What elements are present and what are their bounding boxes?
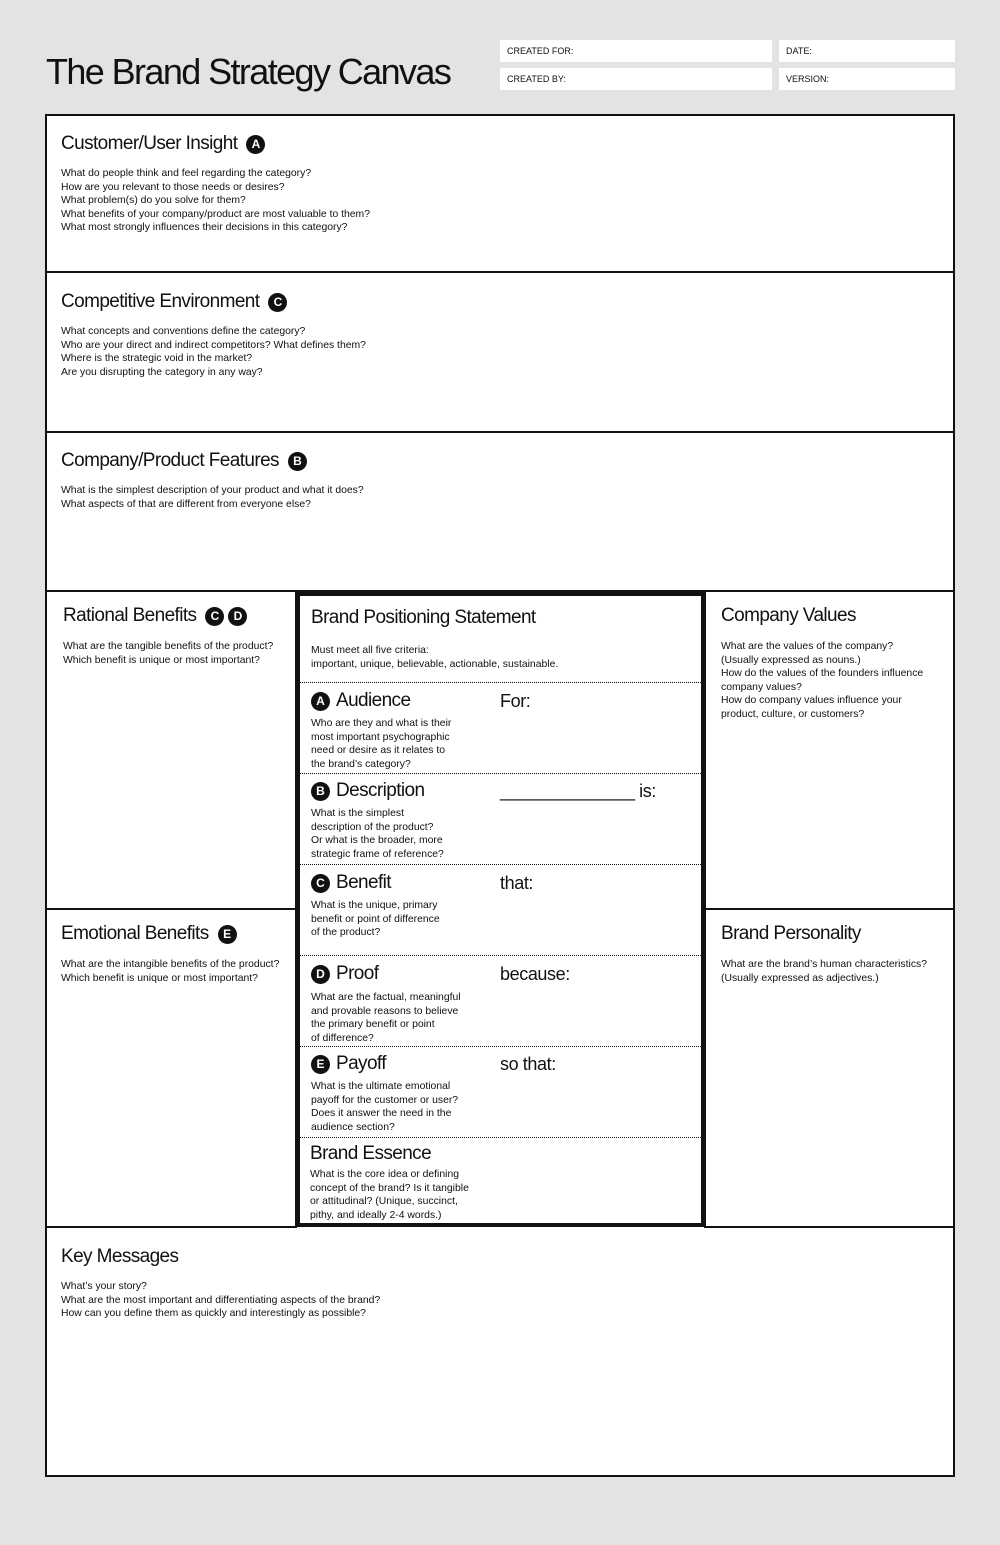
desc-line: the brand’s category? <box>311 758 411 770</box>
desc-line: strategic frame of reference? <box>311 848 444 860</box>
features-questions <box>61 484 364 511</box>
values-title: Company Values <box>721 605 856 626</box>
description-lead: ______________ is: <box>500 781 656 801</box>
proof-desc <box>311 991 461 1045</box>
created-by-label: CREATED BY: <box>507 74 566 84</box>
personality-questions <box>721 958 927 985</box>
question: company values? <box>721 681 802 693</box>
desc-line: What is the ultimate emotional <box>311 1081 451 1092</box>
desc-line: audience section? <box>311 1121 395 1133</box>
proof-title: Proof <box>336 963 379 984</box>
badge-d-icon: D <box>311 965 330 984</box>
question: What are the brand’s human characteristics? <box>721 959 927 970</box>
date-field[interactable] <box>779 40 955 62</box>
rational-section[interactable] <box>45 590 297 910</box>
desc-line: pithy, and ideally 2-4 words.) <box>310 1209 442 1221</box>
desc-line: What is the simplest <box>311 808 404 819</box>
question: How can you define them as quickly and interestingly as possible? <box>61 1308 366 1320</box>
key-messages-title: Key Messages <box>61 1246 179 1267</box>
desc-line: the primary benefit or point <box>311 1019 435 1031</box>
desc-line: of difference? <box>311 1032 374 1044</box>
desc-line: and provable reasons to believe <box>311 1005 459 1017</box>
question: What are the most important and differentiating aspects of the brand? <box>61 1294 381 1306</box>
payoff-lead: so that: <box>500 1054 556 1074</box>
competitive-questions <box>61 325 366 379</box>
values-section[interactable] <box>704 590 955 910</box>
criteria-line: important, unique, believable, actionable, sustainable. <box>311 658 559 670</box>
desc-line: or attitudinal? (Unique, succinct, <box>310 1196 458 1208</box>
question: Which benefit is unique or most important? <box>63 654 260 666</box>
question: What are the intangible benefits of the product? <box>61 959 280 970</box>
customer-insight-questions <box>61 167 370 235</box>
positioning-criteria <box>311 644 558 671</box>
rational-title: Rational Benefits <box>63 605 197 626</box>
features-title: Company/Product Features <box>61 450 279 471</box>
question: What concepts and conventions define the category? <box>61 326 306 337</box>
desc-line: payoff for the customer or user? <box>311 1094 459 1106</box>
benefit-title: Benefit <box>336 872 391 893</box>
question: How do the values of the founders influence <box>721 668 924 680</box>
features-heading <box>61 449 307 473</box>
question: What aspects of that are different from everyone else? <box>61 498 311 510</box>
badge-e-icon: E <box>311 1055 330 1074</box>
benefit-desc <box>311 899 440 940</box>
desc-line: Does it answer the need in the <box>311 1108 452 1120</box>
question: What are the values of the company? <box>721 641 894 652</box>
question: product, culture, or customers? <box>721 708 865 720</box>
positioning-section[interactable] <box>296 592 705 1227</box>
personality-section[interactable] <box>704 908 955 1228</box>
features-section[interactable] <box>45 431 955 592</box>
payoff-desc <box>311 1080 458 1134</box>
emotional-section[interactable] <box>45 908 297 1228</box>
desc-line: What are the factual, meaningful <box>311 992 461 1003</box>
badge-c-icon: C <box>268 293 287 312</box>
audience-lead: For: <box>500 691 531 711</box>
customer-insight-heading <box>61 132 265 156</box>
badge-b-icon: B <box>311 782 330 801</box>
badge-e-icon: E <box>218 925 237 944</box>
audience-row[interactable] <box>311 689 696 775</box>
description-title: Description <box>336 780 425 801</box>
description-desc <box>311 807 444 861</box>
desc-line: What is the core idea or defining <box>310 1169 460 1180</box>
question: What is the simplest description of your product and what it does? <box>61 485 364 496</box>
divider <box>300 682 701 683</box>
question: Are you disrupting the category in any way? <box>61 366 263 378</box>
badge-a-icon: A <box>311 692 330 711</box>
desc-line: most important psychographic <box>311 731 450 743</box>
question: Which benefit is unique or most important? <box>61 972 258 984</box>
created-for-field[interactable] <box>500 40 772 62</box>
question: What most strongly influences their decisions in this category? <box>61 222 348 234</box>
customer-insight-section[interactable] <box>45 114 955 273</box>
emotional-heading <box>61 922 237 946</box>
date-label: DATE: <box>786 46 812 56</box>
emotional-questions <box>61 958 279 985</box>
positioning-title: Brand Positioning Statement <box>311 607 536 628</box>
question: What are the tangible benefits of the product? <box>63 641 274 652</box>
benefit-row[interactable] <box>311 871 696 957</box>
badge-a-icon: A <box>246 135 265 154</box>
desc-line: description of the product? <box>311 821 434 833</box>
essence-row[interactable] <box>310 1142 695 1222</box>
personality-title: Brand Personality <box>721 923 861 944</box>
desc-line: What is the unique, primary <box>311 900 438 911</box>
question: What benefits of your company/product are most valuable to them? <box>61 208 370 220</box>
desc-line: need or desire as it relates to <box>311 745 445 757</box>
question: Where is the strategic void in the market? <box>61 353 253 365</box>
created-for-label: CREATED FOR: <box>507 46 574 56</box>
desc-line: Who are they and what is their <box>311 718 452 729</box>
question: (Usually expressed as adjectives.) <box>721 972 879 984</box>
criteria-line: Must meet all five criteria: <box>311 645 429 656</box>
question: (Usually expressed as nouns.) <box>721 654 861 666</box>
question: What’s your story? <box>61 1281 147 1292</box>
competitive-heading <box>61 290 287 314</box>
benefit-lead: that: <box>500 873 534 893</box>
badge-c-icon: C <box>205 607 224 626</box>
version-label: VERSION: <box>786 74 830 84</box>
question: What problem(s) do you solve for them? <box>61 195 246 207</box>
key-messages-questions <box>61 1280 380 1321</box>
rational-questions <box>63 640 273 667</box>
badge-c-icon: C <box>311 874 330 893</box>
payoff-row[interactable] <box>311 1052 696 1138</box>
question: Who are your direct and indirect competitors? What defines them? <box>61 339 366 351</box>
audience-title: Audience <box>336 690 411 711</box>
proof-lead: because: <box>500 964 570 984</box>
essence-title: Brand Essence <box>310 1143 432 1164</box>
divider <box>300 1046 701 1047</box>
question: How are you relevant to those needs or desires? <box>61 181 285 193</box>
divider <box>300 955 701 956</box>
emotional-title: Emotional Benefits <box>61 923 209 944</box>
desc-line: concept of the brand? Is it tangible <box>310 1182 469 1194</box>
description-row[interactable] <box>311 779 696 865</box>
desc-line: benefit or point of difference <box>311 913 440 925</box>
version-field[interactable] <box>779 68 955 90</box>
question: How do company values influence your <box>721 695 902 707</box>
desc-line: of the product? <box>311 927 381 939</box>
audience-desc <box>311 717 451 771</box>
key-messages-section[interactable] <box>45 1226 955 1477</box>
page-title: The Brand Strategy Canvas <box>46 51 451 92</box>
divider <box>300 773 701 774</box>
question: What do people think and feel regarding the category? <box>61 168 312 179</box>
rational-heading <box>63 604 247 628</box>
divider <box>300 1137 701 1138</box>
created-by-field[interactable] <box>500 68 772 90</box>
customer-insight-title: Customer/User Insight <box>61 133 238 154</box>
badge-b-icon: B <box>288 452 307 471</box>
desc-line: Or what is the broader, more <box>311 835 443 847</box>
payoff-title: Payoff <box>336 1053 386 1074</box>
badge-d-icon: D <box>228 607 247 626</box>
competitive-title: Competitive Environment <box>61 291 260 312</box>
competitive-section[interactable] <box>45 272 955 433</box>
essence-desc <box>310 1168 469 1222</box>
proof-row[interactable] <box>311 962 696 1048</box>
values-questions <box>721 640 923 722</box>
divider <box>300 864 701 865</box>
